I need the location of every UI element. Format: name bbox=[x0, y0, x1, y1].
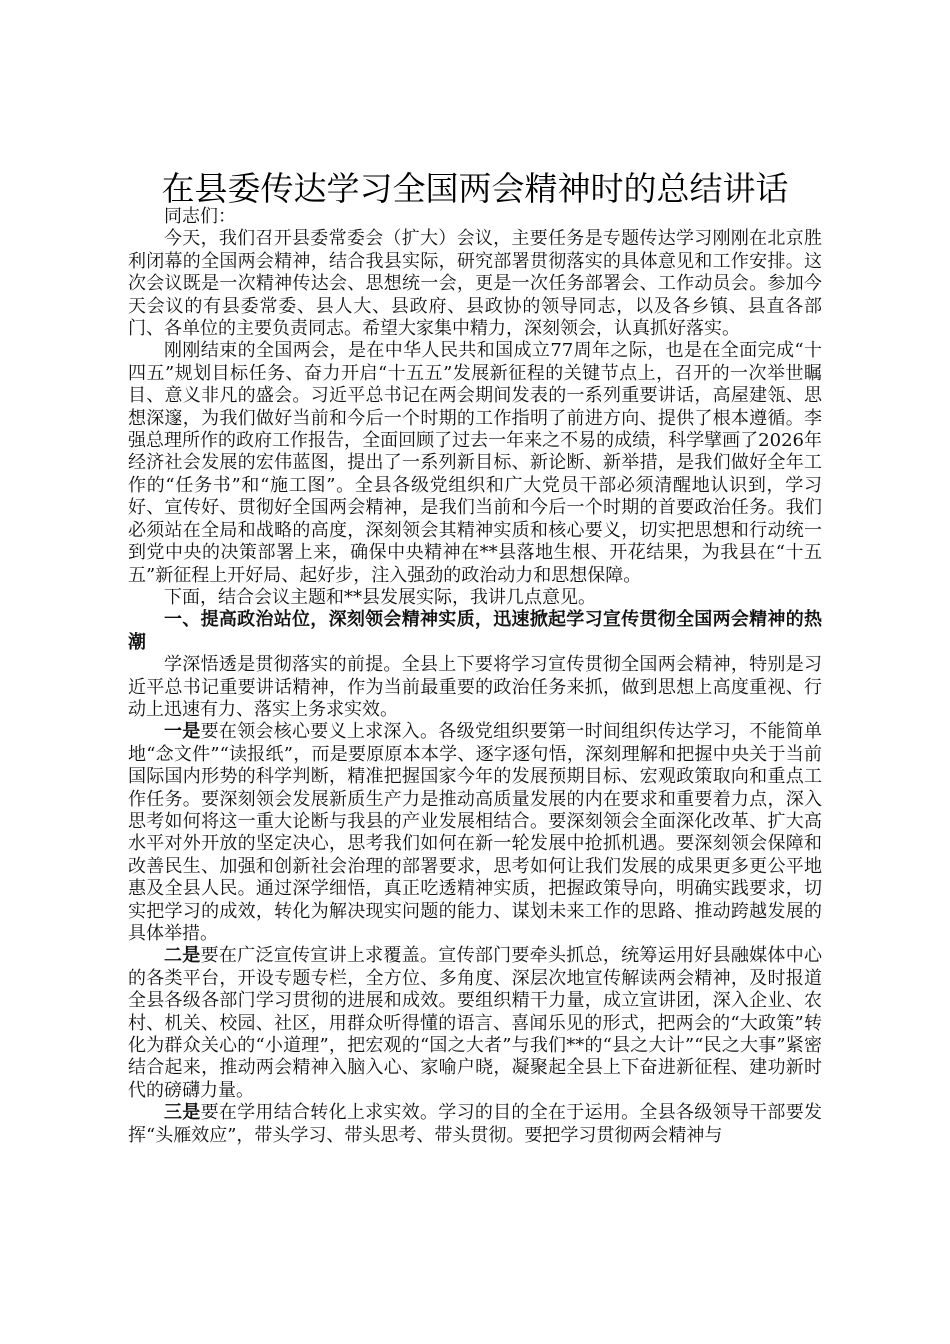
paragraph-background: 刚刚结束的全国两会，是在中华人民共和国成立77周年之际，也是在全面完成“十四五”规划目标任务、奋力开启“十五五”发展新征程的关键节点上，召开的一次举世瞩目、意义非凡的盛会。习近平总书记在两会期间发表的一系列重要讲话，高屋建瓴、思想深邃，为我们做好当前和今后一个时期的工作指明了前进方向、提供了根本遵循。李强总理所作的政府工作报告，全面回顾了过去一年来之不易的成绩，科学擘画了2026年经济社会发展的宏伟蓝图，提出了一系列新目标、新论断、新举措，是我们做好全年工作的“任务书”和“施工图”。全县各级党组织和广大党员干部必须清醒地认识到，学习好、宣传好、贯彻好全国两会精神，是我们当前和今后一个时期的首要政治任务。我们必须站在全局和战略的高度，深刻领会其精神实质和核心要义，切实把思想和行动统一到党中央的决策部署上来，确保中央精神在**县落地生根、开花结果，为我县在“十五五”新征程上开好局、起好步，注入强劲的政治动力和思想保障。 bbox=[128, 340, 822, 586]
point-text-3: 要在学用结合转化上求实效。学习的目的全在于运用。全县各级领导干部要发挥“头雁效应”，带头学习、带头思考、带头贯彻。要把学习贯彻两会精神与 bbox=[128, 1102, 823, 1146]
point-text-2: 要在广泛宣传宣讲上求覆盖。宣传部门要牵头抓总，统筹运用好县融媒体中心的各类平台，开设专题专栏，全方位、多角度、深层次地宣传解读两会精神，及时报道全县各级各部门学习贯彻的进展和成效。要组织精干力量，成立宣讲团，深入企业、农村、机关、校园、社区，用群众听得懂的语言、喜闻乐见的形式，把两会的“大政策”转化为群众关心的“小道理”，把宏观的“国之大者”与我们**的“县之大计”“民之大事”紧密结合起来，推动两会精神入脑入心、家喻户晓，凝聚起全县上下奋进新征程、建功新时代的磅礴力量。 bbox=[128, 945, 823, 1101]
paragraph-transition: 下面，结合会议主题和**县发展实际，我讲几点意见。 bbox=[164, 586, 596, 608]
greeting: 同志们： bbox=[164, 206, 236, 227]
paragraph-point-2 bbox=[128, 945, 822, 1102]
paragraph-opening: 今天，我们召开县委常委会（扩大）会议，主要任务是专题传达学习刚刚在北京胜利闭幕的全国两会精神，结合我县实际，研究部署贯彻落实的具体意见和工作安排。这次会议既是一次精神传达会、思想统一会，更是一次任务部署会、工作动员会。参加今天会议的有县委常委、县人大、县政府、县政协的领导同志，以及各乡镇、县直各部门、各单位的主要负责同志。希望大家集中精力，深刻领会，认真抓好落实。 bbox=[128, 228, 822, 340]
document-title: 在县委传达学习全国两会精神时的总结讲话 bbox=[161, 169, 789, 208]
paragraph-section-intro: 学深悟透是贯彻落实的前提。全县上下要将学习宣传贯彻全国两会精神，特别是习近平总书记重要讲话精神，作为当前最重要的政治任务来抓，做到思想上高度重视、行动上迅速有力、落实上务求实效。 bbox=[128, 654, 822, 720]
section-heading-1: 一、提高政治站位，深刻领会精神实质，迅速掀起学习宣传贯彻全国两会精神的热潮 bbox=[128, 609, 822, 653]
document-page bbox=[128, 168, 822, 1147]
point-lead-1: 一是 bbox=[164, 721, 201, 743]
point-lead-3: 三是 bbox=[164, 1102, 201, 1124]
point-text-1: 要在领会核心要义上求深入。各级党组织要第一时间组织传达学习，不能简单地“念文件”“读报纸”，而是要原原本本学、逐字逐句悟，深刻理解和把握中央关于当前国际国内形势的科学判断，精准把握国家今年的发展预期目标、宏观政策取向和重点工作任务。要深刻领会发展新质生产力是推动高质量发展的内在要求和重要着力点，深入思考如何将这一重大论断与我县的产业发展相结合。要深刻领会全面深化改革、扩大高水平对外开放的坚定决心，思考我们如何在新一轮发展中抢抓机遇。要深刻领会保障和改善民生、加强和创新社会治理的部署要求，思考如何让我们发展的成果更多更公平地惠及全县人民。通过深学细悟，真正吃透精神实质，把握政策导向，明确实践要求，切实把学习的成效，转化为解决现实问题的能力、谋划未来工作的思路、推动跨越发展的具体举措。 bbox=[128, 721, 823, 944]
paragraph-point-3 bbox=[128, 1102, 822, 1147]
point-lead-2: 二是 bbox=[164, 945, 201, 967]
paragraph-point-1 bbox=[128, 721, 822, 945]
